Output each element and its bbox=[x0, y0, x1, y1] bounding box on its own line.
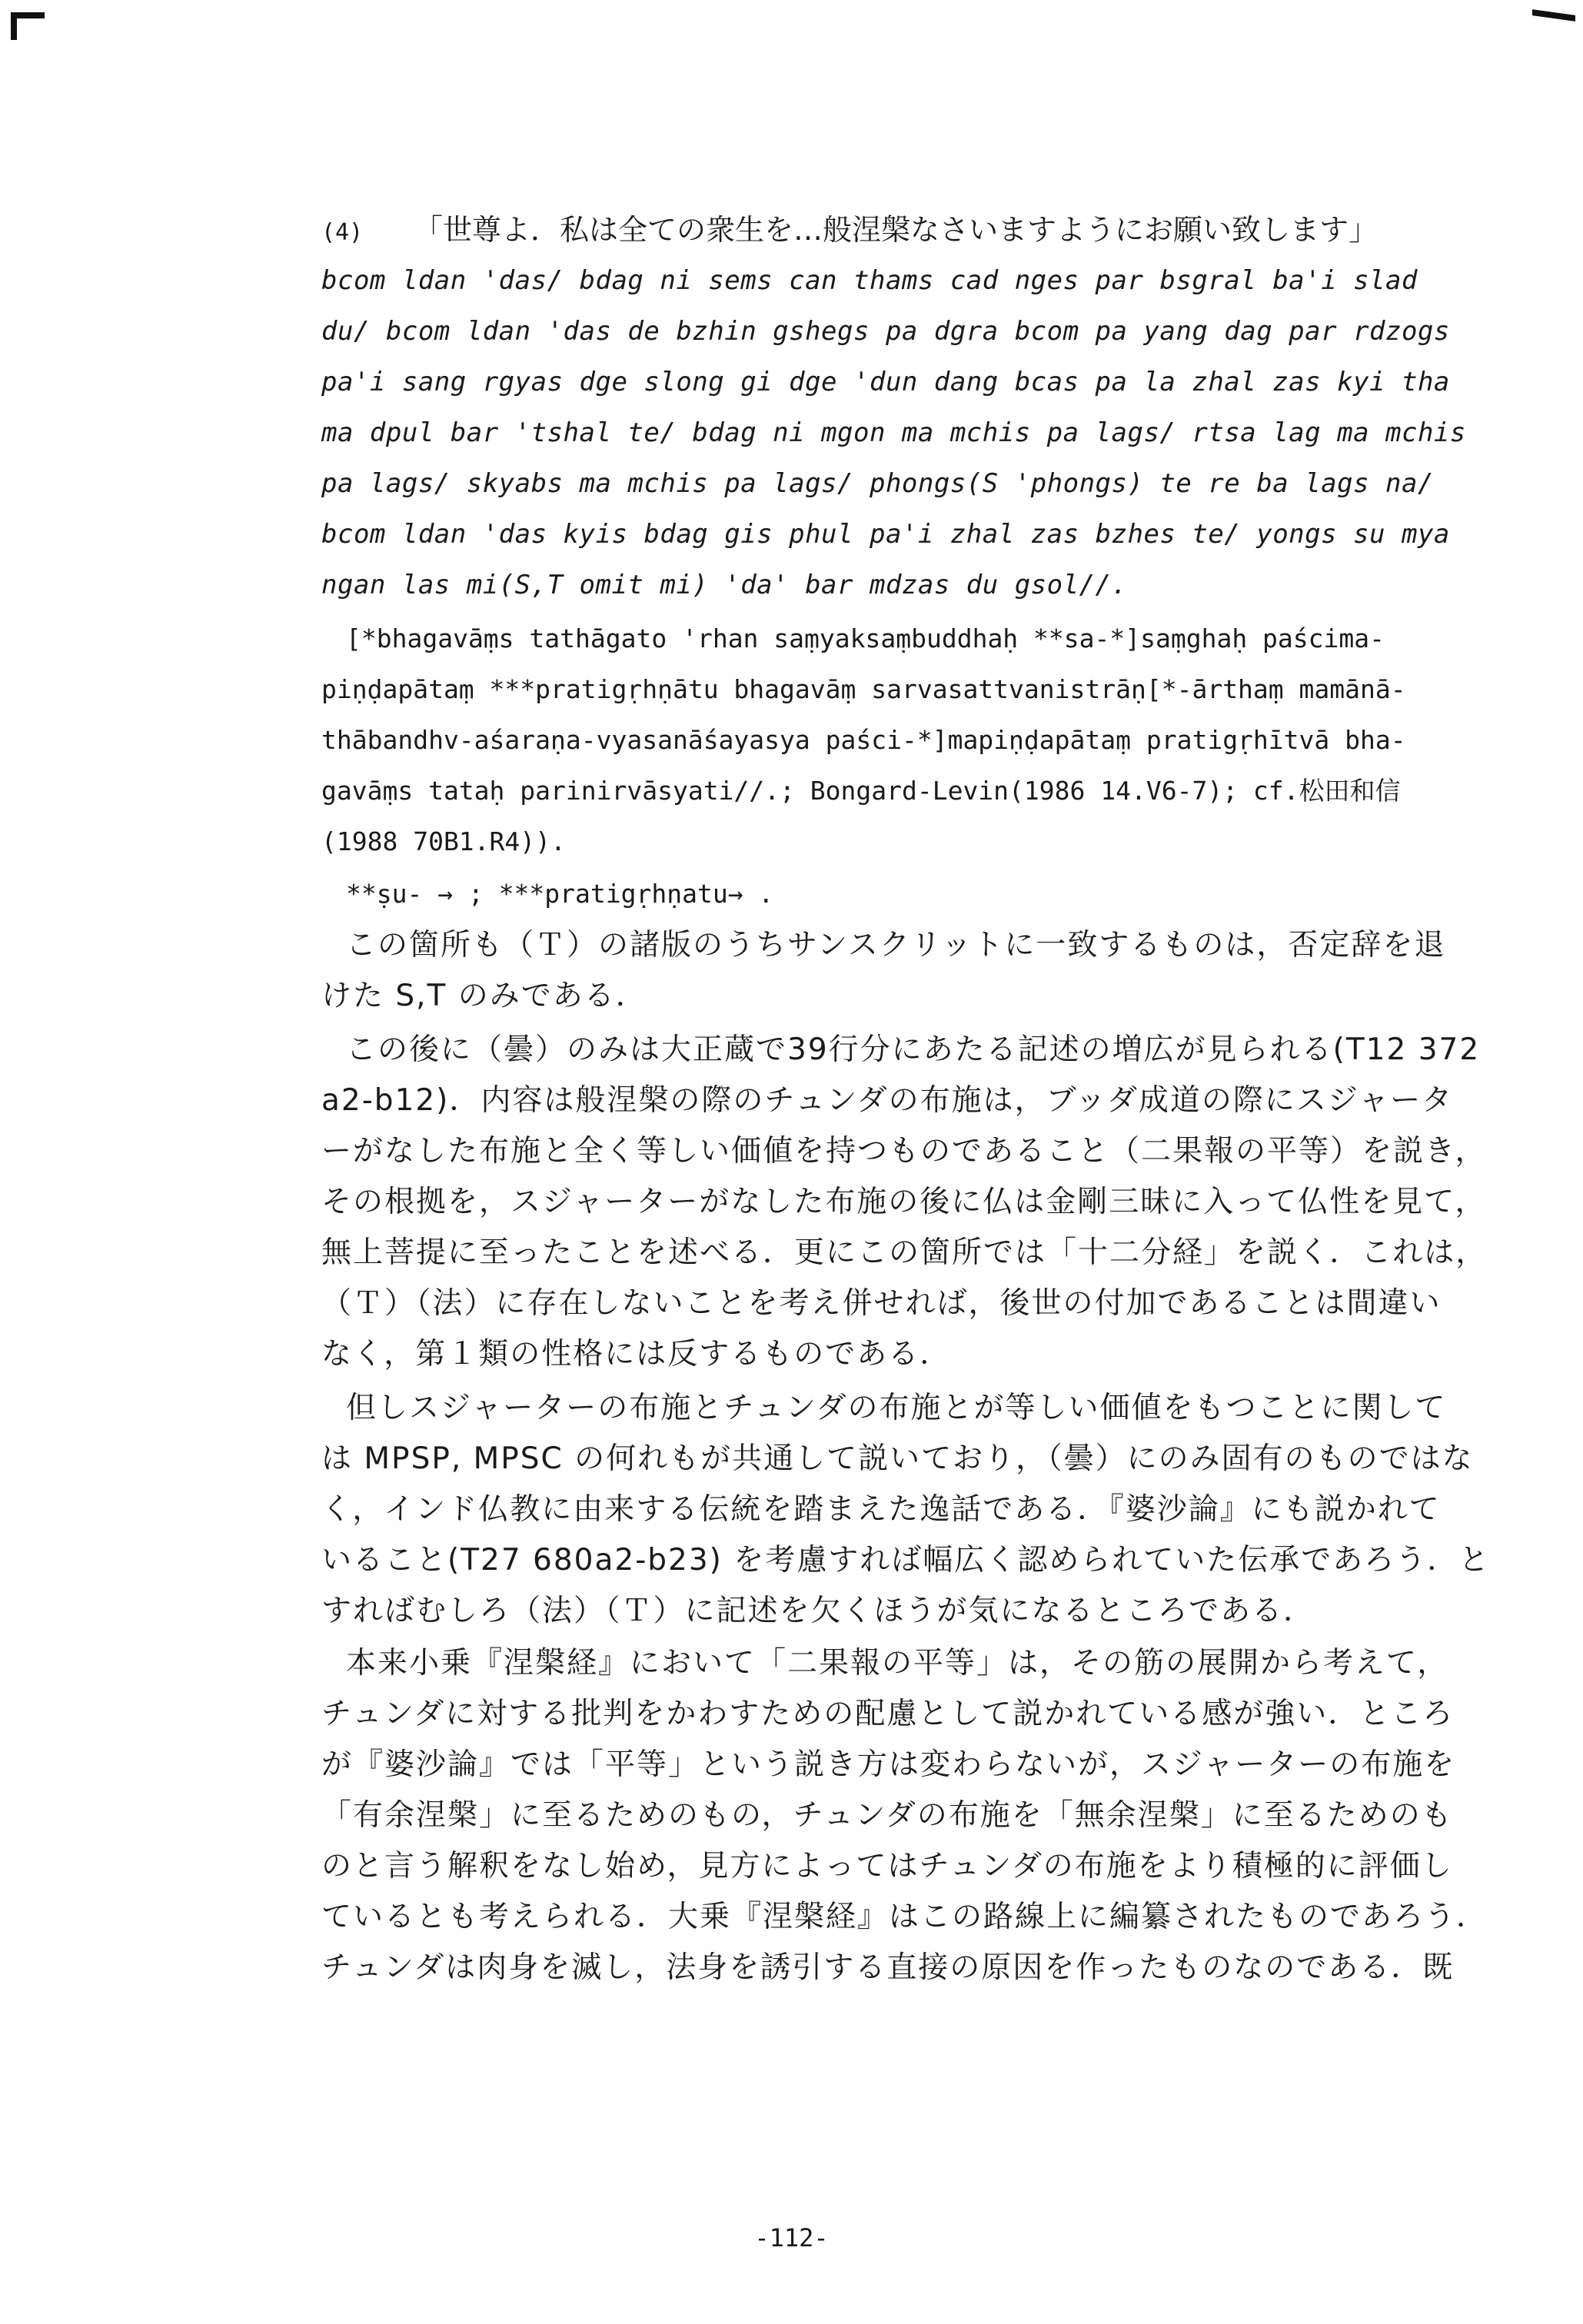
paragraph-line: この箇所も（Ｔ）の諸版のうちサンスクリットに一致するものは，否定辞を退 bbox=[346, 928, 1446, 963]
tibetan-line: pa lags/ skyabs ma mchis pa lags/ phongs(S 'phongs) te re ba lags na/ bbox=[321, 468, 1434, 499]
sanskrit-line: [*bhagavāṃs tathāgato 'rhan saṃyaksaṃbuddhaḥ **sa-*]saṃghaḥ paścima- bbox=[346, 623, 1385, 653]
paragraph-line: （Ｔ）（法）に存在しないことを考え併せれば，後世の付加であることは間違い bbox=[321, 1286, 1442, 1321]
tibetan-line: ma dpul bar 'tshal te/ bdag ni mgon ma mchis pa lags/ rtsa lag ma mchis bbox=[321, 417, 1466, 448]
sanskrit-line: gavāṃs tataḥ parinirvāsyati//.; Bongard-Levin(1986 14.V6-7); cf.松田和信 bbox=[321, 776, 1401, 806]
paragraph-line: は MPSP, MPSC の何れもが共通して説いており，（曇）にのみ固有のものではな bbox=[321, 1441, 1474, 1476]
paragraph-line: その根拠を，スジャーターがなした布施の後に仏は金剛三昧に入って仏性を見て， bbox=[321, 1185, 1487, 1219]
paragraph-line: のと言う解釈をなし始め，見方によってはチュンダの布施をより積極的に評価し bbox=[321, 1849, 1453, 1883]
paragraph-line: 無上菩提に至ったことを述べる．更にこの箇所では「十二分経」を説く．これは， bbox=[321, 1235, 1488, 1270]
variant-note: **ṣu- → ; ***pratigṛhṇatu→ . bbox=[346, 879, 774, 909]
tibetan-line: du/ bcom ldan 'das de bzhin gshegs pa dgra bcom pa yang dag par rdzogs bbox=[321, 316, 1450, 347]
paragraph-line: なく，第１類の性格には反するものである． bbox=[321, 1337, 952, 1371]
paragraph-line: が『婆沙論』では「平等」という説き方は変わらないが，スジャーターの布施を bbox=[321, 1747, 1456, 1782]
page-number: -112- bbox=[754, 2223, 829, 2253]
tibetan-line: bcom ldan 'das kyis bdag gis phul pa'i zhal zas bzhes te/ yongs su mya bbox=[321, 519, 1450, 550]
sanskrit-line: piṇḍapātaṃ ***pratigṛhṇātu bhagavāṃ sarvasattvanistrāṇ[*-ārthaṃ mamānā- bbox=[321, 674, 1406, 704]
paragraph-line: 「有余涅槃」に至るためのもの，チュンダの布施を「無余涅槃」に至るためのも bbox=[321, 1798, 1453, 1833]
section-heading bbox=[321, 213, 1378, 247]
paragraph-line: a2-b12)．内容は般涅槃の際のチュンダの布施は，ブッダ成道の際にスジャータ bbox=[321, 1083, 1454, 1118]
section-number: (4) bbox=[321, 219, 364, 246]
paragraph-line: いること(T27 680a2-b23) を考慮すれば幅広く認められていた伝承であろう．と bbox=[321, 1543, 1491, 1578]
paragraph-line: チュンダに対する批判をかわすための配慮として説かれている感が強い．ところ bbox=[321, 1697, 1455, 1731]
tibetan-line: ngan las mi(S,T omit mi) 'da' bar mdzas du gsol//. bbox=[321, 570, 1128, 600]
paragraph-line: ーがなした布施と全く等しい価値を持つものであること（二果報の平等）を説き， bbox=[321, 1134, 1487, 1169]
tibetan-line: bcom ldan 'das/ bdag ni sems can thams cad nges par bsgral ba'i slad bbox=[321, 265, 1418, 296]
sanskrit-line: thābandhv-aśaraṇa-vyasanāśayasya paści-*]mapiṇḍapātaṃ pratigṛhītvā bha- bbox=[321, 725, 1406, 755]
paragraph-line: すればむしろ（法）（Ｔ）に記述を欠くほうが気になるところである． bbox=[321, 1594, 1315, 1628]
section-heading-text: 「世尊よ．私は全ての衆生を…般涅槃なさいますようにお願い致します」 bbox=[414, 213, 1378, 247]
paragraph-line: 本来小乗『涅槃経』において「二果報の平等」は，その筋の展開から考えて， bbox=[346, 1646, 1449, 1681]
paragraph-line: けた S,T のみである． bbox=[321, 979, 647, 1013]
paragraph-line: ているとも考えられる．大乗『涅槃経』はこの路線上に編纂されたものであろう． bbox=[321, 1900, 1488, 1934]
paragraph-line: この後に（曇）のみは大正蔵で39行分にあたる記述の増広が見られる(T12 372 bbox=[346, 1032, 1481, 1067]
paragraph-line: く，インド仏教に由来する伝統を踏まえた逸話である．『婆沙論』にも説かれて bbox=[321, 1492, 1441, 1527]
sanskrit-line: (1988 70B1.R4)). bbox=[321, 826, 566, 856]
paragraph-line: 但しスジャーターの布施とチュンダの布施とが等しい価値をもつことに関して bbox=[346, 1391, 1447, 1425]
tibetan-line: pa'i sang rgyas dge slong gi dge 'dun dang bcas pa la zhal zas kyi tha bbox=[321, 367, 1450, 397]
paragraph-line: チュンダは肉身を滅し，法身を誘引する直接の原因を作ったものなのである．既 bbox=[321, 1950, 1455, 1985]
